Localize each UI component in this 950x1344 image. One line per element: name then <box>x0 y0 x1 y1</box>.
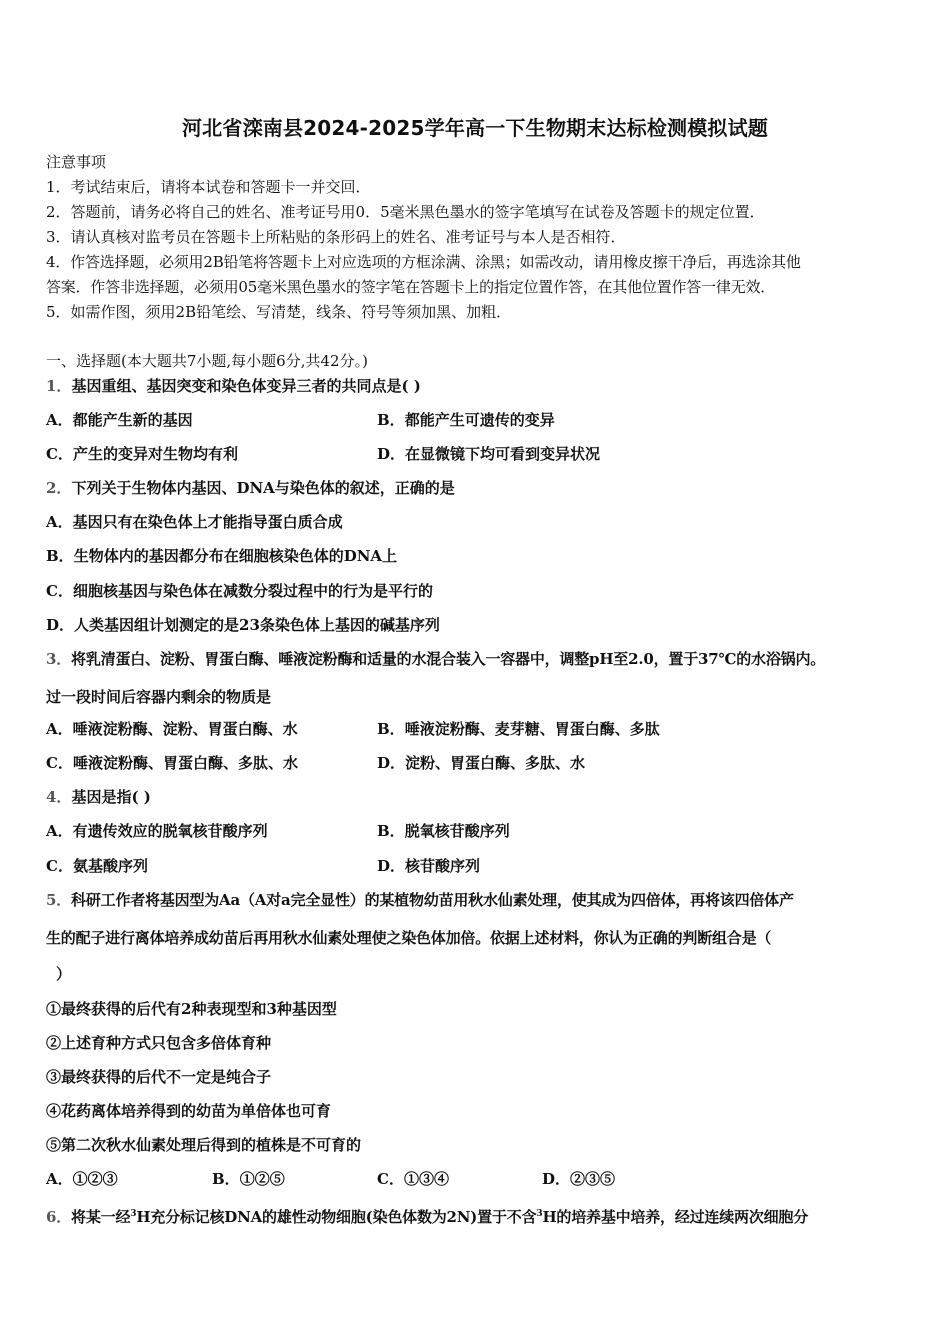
question-5-stem-cont: 生的配子进行离体培养成幼苗后再用秋水仙素处理使之染色体加倍。依据上述材料，你认为正确的判断组合是（ <box>46 929 772 947</box>
option-letter: D． <box>377 857 406 875</box>
notice-item-4-cont: 答案．作答非选择题，必须用05毫米黑色墨水的签字笔在答题卡上的指定位置作答，在其他位置作答一律无效． <box>46 278 776 296</box>
q1-option-b[interactable] <box>377 410 555 430</box>
question-number: 5． <box>46 891 72 909</box>
option-text: 有遗传效应的脱氧核苷酸序列 <box>72 822 268 840</box>
option-text: ①②③ <box>72 1170 118 1188</box>
q1-option-a[interactable] <box>46 410 193 430</box>
q4-option-a[interactable] <box>46 821 268 841</box>
option-letter: A． <box>46 513 73 531</box>
option-letter: B． <box>377 720 405 738</box>
question-text: 基因是指( ) <box>71 788 151 806</box>
question-1-stem <box>46 376 421 396</box>
option-text: 在显微镜下均可看到变异状况 <box>405 445 601 463</box>
option-text: 生物体内的基因都分布在细胞核染色体的DNA上 <box>73 547 398 565</box>
question-text: H的培养基中培养，经过连续两次细胞分 <box>542 1208 809 1226</box>
question-text: 下列关于生物体内基因、DNA与染色体的叙述，正确的是 <box>71 479 455 497</box>
question-text: 科研工作者将基因型为Aa（A对a完全显性）的某植物幼苗用秋水仙素处理，使其成为四倍体，再将该四倍体产 <box>71 891 794 909</box>
q5-statement-2: ②上述育种方式只包含多倍体育种 <box>46 1034 272 1052</box>
question-number: 4． <box>46 788 72 806</box>
option-text: 淀粉、胃蛋白酶、多肽、水 <box>405 754 586 772</box>
notice-item-1: 1．考试结束后，请将本试卷和答题卡一并交回． <box>46 178 371 196</box>
option-text: 唾液淀粉酶、麦芽糖、胃蛋白酶、多肽 <box>404 720 660 738</box>
option-text: 产生的变异对生物均有利 <box>72 445 238 463</box>
question-text: 基因重组、基因突变和染色体变异三者的共同点是( ) <box>71 377 421 395</box>
option-text: 都能产生新的基因 <box>72 411 193 429</box>
q3-option-d[interactable] <box>377 753 585 773</box>
question-3-stem-cont: 过一段时间后容器内剩余的物质是 <box>46 688 272 706</box>
option-letter: B． <box>377 411 405 429</box>
q2-option-a[interactable] <box>46 512 343 532</box>
option-text: 人类基因组计划测定的是23条染色体上基因的碱基序列 <box>74 616 440 634</box>
option-text: 唾液淀粉酶、胃蛋白酶、多肽、水 <box>72 754 298 772</box>
option-text: 唾液淀粉酶、淀粉、胃蛋白酶、水 <box>72 720 298 738</box>
option-letter: C． <box>46 445 73 463</box>
option-text: 氨基酸序列 <box>72 857 148 875</box>
option-text: ②③⑤ <box>570 1170 616 1188</box>
option-letter: C． <box>377 1170 404 1188</box>
question-5-stem <box>46 890 794 910</box>
q3-option-c[interactable] <box>46 753 298 773</box>
q5-option-c[interactable] <box>377 1169 449 1189</box>
option-text: 脱氧核苷酸序列 <box>404 822 510 840</box>
option-text: ①③④ <box>403 1170 449 1188</box>
notice-item-4: 4．作答选择题，必须用2B铅笔将答题卡上对应选项的方框涂满、涂黑；如需改动，请用橡皮擦干净后，再选涂其他 <box>46 253 801 271</box>
q3-option-a[interactable] <box>46 719 298 739</box>
option-letter: A． <box>46 1170 73 1188</box>
option-letter: B． <box>377 822 405 840</box>
option-letter: C． <box>46 754 73 772</box>
option-letter: D． <box>46 616 75 634</box>
option-text: 基因只有在染色体上才能指导蛋白质合成 <box>72 513 343 531</box>
q4-option-b[interactable] <box>377 821 510 841</box>
notice-heading: 注意事项 <box>46 153 107 171</box>
question-text: H充分标记核DNA的雄性动物细胞(染色体数为2N)置于不含 <box>136 1208 537 1226</box>
q2-option-c[interactable] <box>46 581 433 601</box>
question-number: 1． <box>46 377 72 395</box>
superscript: 3 <box>130 1209 137 1219</box>
q5-option-d[interactable] <box>542 1169 615 1189</box>
notice-item-5: 5．如需作图，须用2B铅笔绘、写清楚，线条、符号等须加黑、加粗． <box>46 303 512 321</box>
q1-option-d[interactable] <box>377 444 600 464</box>
page-title: 河北省滦南县2024-2025学年高一下生物期末达标检测模拟试题 <box>181 116 769 140</box>
option-letter: D． <box>542 1170 571 1188</box>
section-heading: 一、选择题(本大题共7小题,每小题6分,共42分。) <box>46 352 368 370</box>
option-letter: C． <box>46 857 73 875</box>
question-5-stem-end: ） <box>56 965 72 983</box>
option-letter: B． <box>212 1170 240 1188</box>
q5-option-a[interactable] <box>46 1169 118 1189</box>
option-letter: A． <box>46 822 73 840</box>
option-text: 核苷酸序列 <box>405 857 481 875</box>
option-letter: D． <box>377 754 406 772</box>
option-letter: A． <box>46 720 73 738</box>
option-letter: C． <box>46 582 73 600</box>
q2-option-d[interactable] <box>46 615 440 635</box>
q4-option-c[interactable] <box>46 856 148 876</box>
question-text: 将某一经 <box>71 1208 131 1226</box>
q5-statement-1: ①最终获得的后代有2种表现型和3种基因型 <box>46 1000 337 1018</box>
q5-statement-5: ⑤第二次秋水仙素处理后得到的植株是不可育的 <box>46 1136 362 1154</box>
question-2-stem <box>46 478 455 498</box>
notice-item-3: 3．请认真核对监考员在答题卡上所粘贴的条形码上的姓名、准考证号与本人是否相符． <box>46 228 626 246</box>
question-4-stem <box>46 787 151 807</box>
q2-option-b[interactable] <box>46 546 397 566</box>
q4-option-d[interactable] <box>377 856 480 876</box>
option-text: ①②⑤ <box>239 1170 285 1188</box>
option-text: 都能产生可遗传的变异 <box>404 411 555 429</box>
option-letter: B． <box>46 547 74 565</box>
option-letter: A． <box>46 411 73 429</box>
q1-option-c[interactable] <box>46 444 238 464</box>
question-text: 将乳清蛋白、淀粉、胃蛋白酶、唾液淀粉酶和适量的水混合装入一容器中，调整pH至2.0，置于37℃的水浴锅内。 <box>71 650 826 668</box>
q5-option-b[interactable] <box>212 1169 285 1189</box>
superscript: 3 <box>536 1209 543 1219</box>
question-number: 2． <box>46 479 72 497</box>
question-3-stem <box>46 649 825 669</box>
option-text: 细胞核基因与染色体在减数分裂过程中的行为是平行的 <box>72 582 433 600</box>
q5-statement-3: ③最终获得的后代不一定是纯合子 <box>46 1068 272 1086</box>
option-letter: D． <box>377 445 406 463</box>
q3-option-b[interactable] <box>377 719 660 739</box>
question-6-stem <box>46 1204 808 1227</box>
question-number: 3． <box>46 650 72 668</box>
notice-item-2: 2．答题前，请务必将自己的姓名、准考证号用0．5毫米黑色墨水的签字笔填写在试卷及答题卡的规定位置． <box>46 203 765 221</box>
question-number: 6． <box>46 1208 72 1226</box>
q5-statement-4: ④花药离体培养得到的幼苗为单倍体也可育 <box>46 1102 332 1120</box>
